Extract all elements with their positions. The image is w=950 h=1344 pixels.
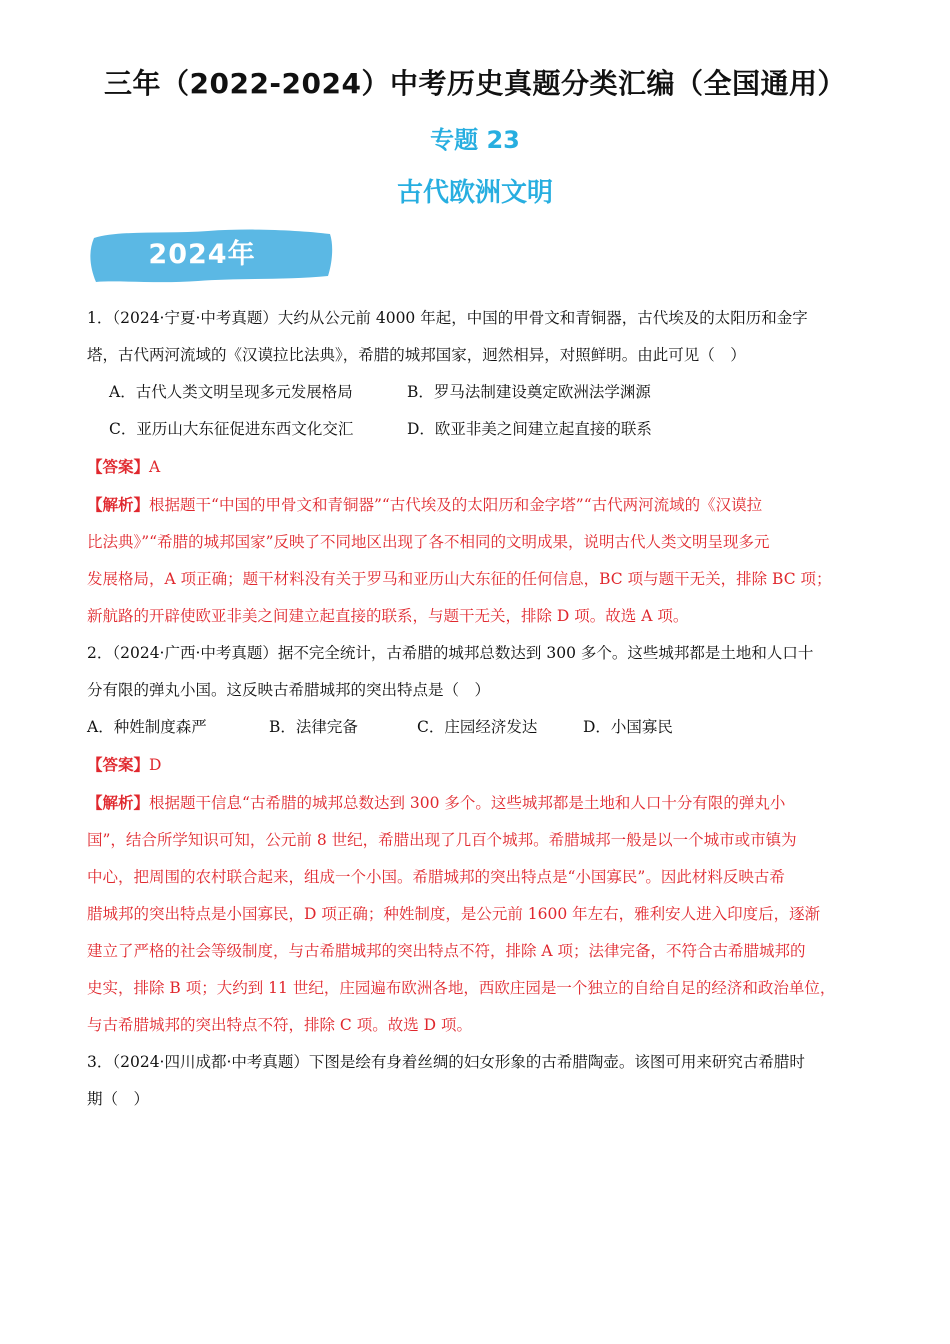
analysis-line: 史实，排除 B 项；大约到 11 世纪，庄园遍布欧洲各地，西欧庄园是一个独立的自给自足的经济和政治单位， [87, 979, 836, 997]
question-stem-line: 1．（2024·宁夏·中考真题）大约从公元前 4000 年起，中国的甲骨文和青铜器，古代埃及的太阳历和金字 [87, 309, 808, 327]
option-d: D．小国寡民 [583, 718, 673, 736]
question-stem-line: 2．（2024·广西·中考真题）据不完全统计，古希腊的城邦总数达到 300 多个。这些城邦都是土地和人口十 [87, 644, 814, 662]
analysis-line: 与古希腊城邦的突出特点不符，排除 C 项。故选 D 项。 [87, 1016, 472, 1034]
option-a: A．种姓制度森严 [87, 718, 207, 736]
analysis-text: 根据题干信息“古希腊的城邦总数达到 300 多个。这些城邦都是土地和人口十分有限的弹丸小 [149, 794, 786, 812]
option-d: D．欧亚非美之间建立起直接的联系 [407, 420, 652, 438]
question-stem-line: 塔，古代两河流域的《汉谟拉比法典》，希腊的城邦国家，迥然相异，对照鲜明。由此可见（ ） [87, 346, 746, 364]
question-stem-line: 期（ ） [87, 1090, 150, 1108]
analysis-tag: 【解析】 [87, 495, 150, 514]
answer-line [87, 746, 877, 784]
analysis-line: 腊城邦的突出特点是小国寡民，D 项正确；种姓制度，是公元前 1600 年左右，雅利安人进入印度后，逐渐 [87, 905, 821, 923]
answer-tag: 【答案】 [87, 755, 150, 774]
option-b: B．罗马法制建设奠定欧洲法学渊源 [407, 383, 651, 401]
answer-tag: 【答案】 [87, 457, 150, 476]
options-row [87, 411, 877, 448]
analysis-line: 国”，结合所学知识可知，公元前 8 世纪，希腊出现了几百个城邦。希腊城邦一般是以一个城市或市镇为 [87, 831, 797, 849]
analysis-line [87, 486, 877, 524]
option-c: C．庄园经济发达 [417, 718, 538, 736]
topic-name: 古代欧洲文明 [396, 178, 553, 208]
options-row [87, 709, 877, 746]
question-3 [87, 1044, 877, 1118]
question-list [87, 300, 877, 1118]
year-badge-label: 2024年 [148, 239, 256, 270]
analysis-line: 比法典》”“希腊的城邦国家”反映了不同地区出现了各不相同的文明成果，说明古代人类文明呈现多元 [87, 533, 770, 551]
option-b: B．法律完备 [269, 718, 358, 736]
analysis-line: 新航路的开辟使欧亚非美之间建立起直接的联系，与题干无关，排除 D 项。故选 A 项。 [87, 607, 689, 625]
analysis-line: 发展格局，A 项正确；题干材料没有关于罗马和亚历山大东征的任何信息，BC 项与题干无关，排除 BC 项； [87, 570, 832, 588]
topic-number: 专题 23 [430, 126, 520, 154]
question-1 [87, 300, 877, 635]
option-c: C．亚历山大东征促进东西文化交汇 [109, 420, 354, 438]
option-a: A．古代人类文明呈现多元发展格局 [109, 383, 353, 401]
question-stem-line: 3．（2024·四川成都·中考真题）下图是绘有身着丝绸的妇女形象的古希腊陶壶。该图可用来研究古希腊时 [87, 1053, 805, 1071]
analysis-text: 根据题干“中国的甲骨文和青铜器”“古代埃及的太阳历和金字塔”“古代两河流域的《汉谟拉 [149, 496, 763, 514]
year-badge [88, 224, 334, 286]
analysis-line [87, 784, 877, 822]
question-stem-line: 分有限的弹丸小国。这反映古希腊城邦的突出特点是（ ） [87, 681, 491, 699]
answer-value: D [149, 756, 162, 774]
question-2 [87, 635, 877, 1044]
document-title: 三年（2022-2024）中考历史真题分类汇编（全国通用） [104, 67, 846, 100]
answer-line [87, 448, 877, 486]
options-row [87, 374, 877, 411]
analysis-line: 中心，把周围的农村联合起来，组成一个小国。希腊城邦的突出特点是“小国寡民”。因此材料反映古希 [87, 868, 785, 886]
answer-value: A [149, 458, 161, 476]
analysis-line: 建立了严格的社会等级制度，与古希腊城邦的突出特点不符，排除 A 项；法律完备，不符合古希腊城邦的 [87, 942, 806, 960]
analysis-tag: 【解析】 [87, 793, 150, 812]
